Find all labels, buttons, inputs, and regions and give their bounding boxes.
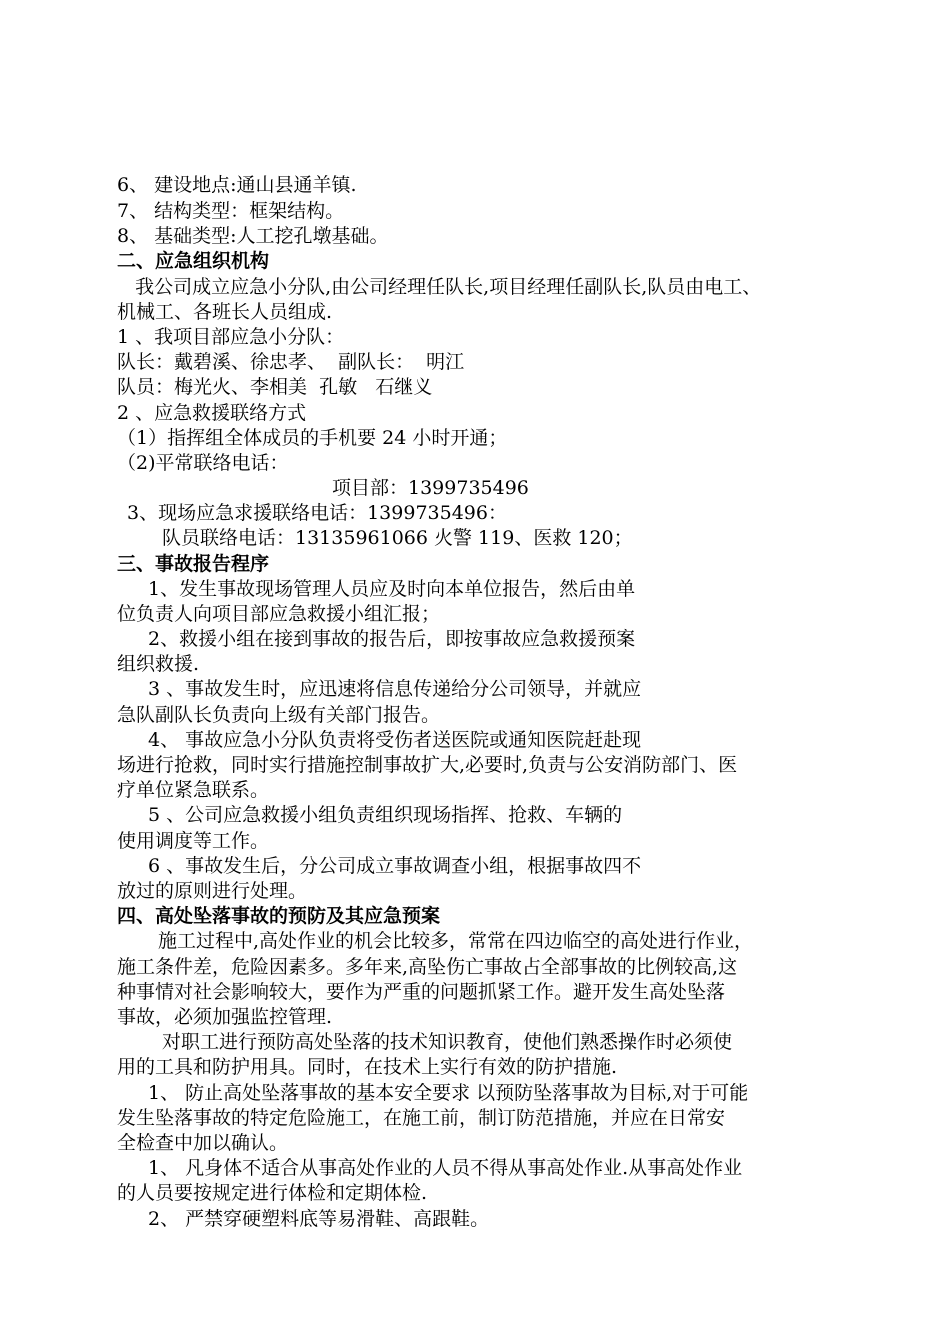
text-line: 场进行抢救，同时实行措施控制事故扩大,必要时,负责与公安消防部门、医	[117, 754, 738, 776]
text-line: 6 、事故发生后，分公司成立事故调查小组，根据事故四不	[148, 855, 642, 877]
section-heading: 二、应急组织机构	[117, 250, 270, 272]
text-line: 机械工、各班长人员组成.	[117, 301, 333, 323]
text-line: 全检查中加以确认。	[117, 1132, 289, 1154]
text-line: 2、 严禁穿硬塑料底等易滑鞋、高跟鞋。	[148, 1208, 490, 1230]
text-line: 施工条件差，危险因素多。多年来,高坠伤亡事故占全部事故的比例较高,这	[117, 956, 738, 978]
section-heading: 三、事故报告程序	[117, 553, 270, 575]
text-line: 队员：梅光火、李相美 孔敏 石继义	[117, 376, 433, 398]
text-line: 急队副队长负责向上级有关部门报告。	[117, 704, 441, 726]
text-line: 组织救援.	[117, 653, 200, 675]
section-heading: 四、高处坠落事故的预防及其应急预案	[117, 905, 441, 927]
text-line: 放过的原则进行处理。	[117, 880, 308, 902]
text-line: 队长：戴碧溪、徐忠孝、 副队长： 明江	[117, 351, 465, 373]
text-line: 1、 防止高处坠落事故的基本安全要求 以预防坠落事故为目标,对于可能	[148, 1082, 749, 1104]
text-line: （2)平常联络电话：	[117, 452, 289, 474]
text-line: 6、 建设地点:通山县通羊镇.	[117, 174, 357, 196]
text-line: 的人员要按规定进行体检和定期体检.	[117, 1182, 428, 1204]
text-line: 施工过程中,高处作业的机会比较多，常常在四边临空的高处进行作业，	[158, 930, 754, 952]
text-line: 4、 事故应急小分队负责将受伤者送医院或通知医院赶赴现	[148, 729, 642, 751]
text-line: 种事情对社会影响较大，要作为严重的问题抓紧工作。避开发生高处坠落	[117, 981, 726, 1003]
text-line: 我公司成立应急小分队,由公司经理任队长,项目经理任副队长,队员由电工、	[117, 276, 762, 298]
text-line: 8、 基础类型:人工挖孔墩基础。	[117, 225, 389, 247]
text-line: 2、救援小组在接到事故的报告后，即按事故应急救援预案	[148, 628, 636, 650]
text-line: 1、发生事故现场管理人员应及时向本单位报告，然后由单	[148, 578, 636, 600]
text-line: 疗单位紧急联系。	[117, 779, 270, 801]
text-line: 发生坠落事故的特定危险施工，在施工前，制订防范措施，并应在日常安	[117, 1107, 726, 1129]
text-line: 位负责人向项目部应急救援小组汇报；	[117, 603, 441, 625]
text-line: 使用调度等工作。	[117, 830, 270, 852]
text-line: 1 、我项目部应急小分队：	[117, 326, 345, 348]
text-line: 5 、公司应急救援小组负责组织现场指挥、抢救、车辆的	[148, 804, 623, 826]
text-line: 3 、事故发生时，应迅速将信息传递给分公司领导，并就应	[148, 678, 642, 700]
text-line: 3、现场应急求援联络电话：1399735496：	[127, 502, 507, 524]
text-line: 项目部：1399735496	[332, 477, 529, 499]
text-line: （1）指挥组全体成员的手机要 24 小时开通；	[117, 427, 508, 449]
text-line: 7、 结构类型：框架结构。	[117, 200, 345, 222]
text-line: 1、 凡身体不适合从事高处作业的人员不得从事高处作业.从事高处作业	[148, 1157, 743, 1179]
text-line: 事故，必须加强监控管理.	[117, 1006, 333, 1028]
text-line: 队员联络电话：13135961066 火警 119、医救 120；	[162, 527, 633, 549]
text-line: 对职工进行预防高处坠落的技术知识教育，使他们熟悉操作时必须使	[162, 1031, 733, 1053]
text-line: 用的工具和防护用具。同时，在技术上实行有效的防护措施.	[117, 1056, 618, 1078]
text-line: 2 、应急救援联络方式	[117, 402, 307, 424]
